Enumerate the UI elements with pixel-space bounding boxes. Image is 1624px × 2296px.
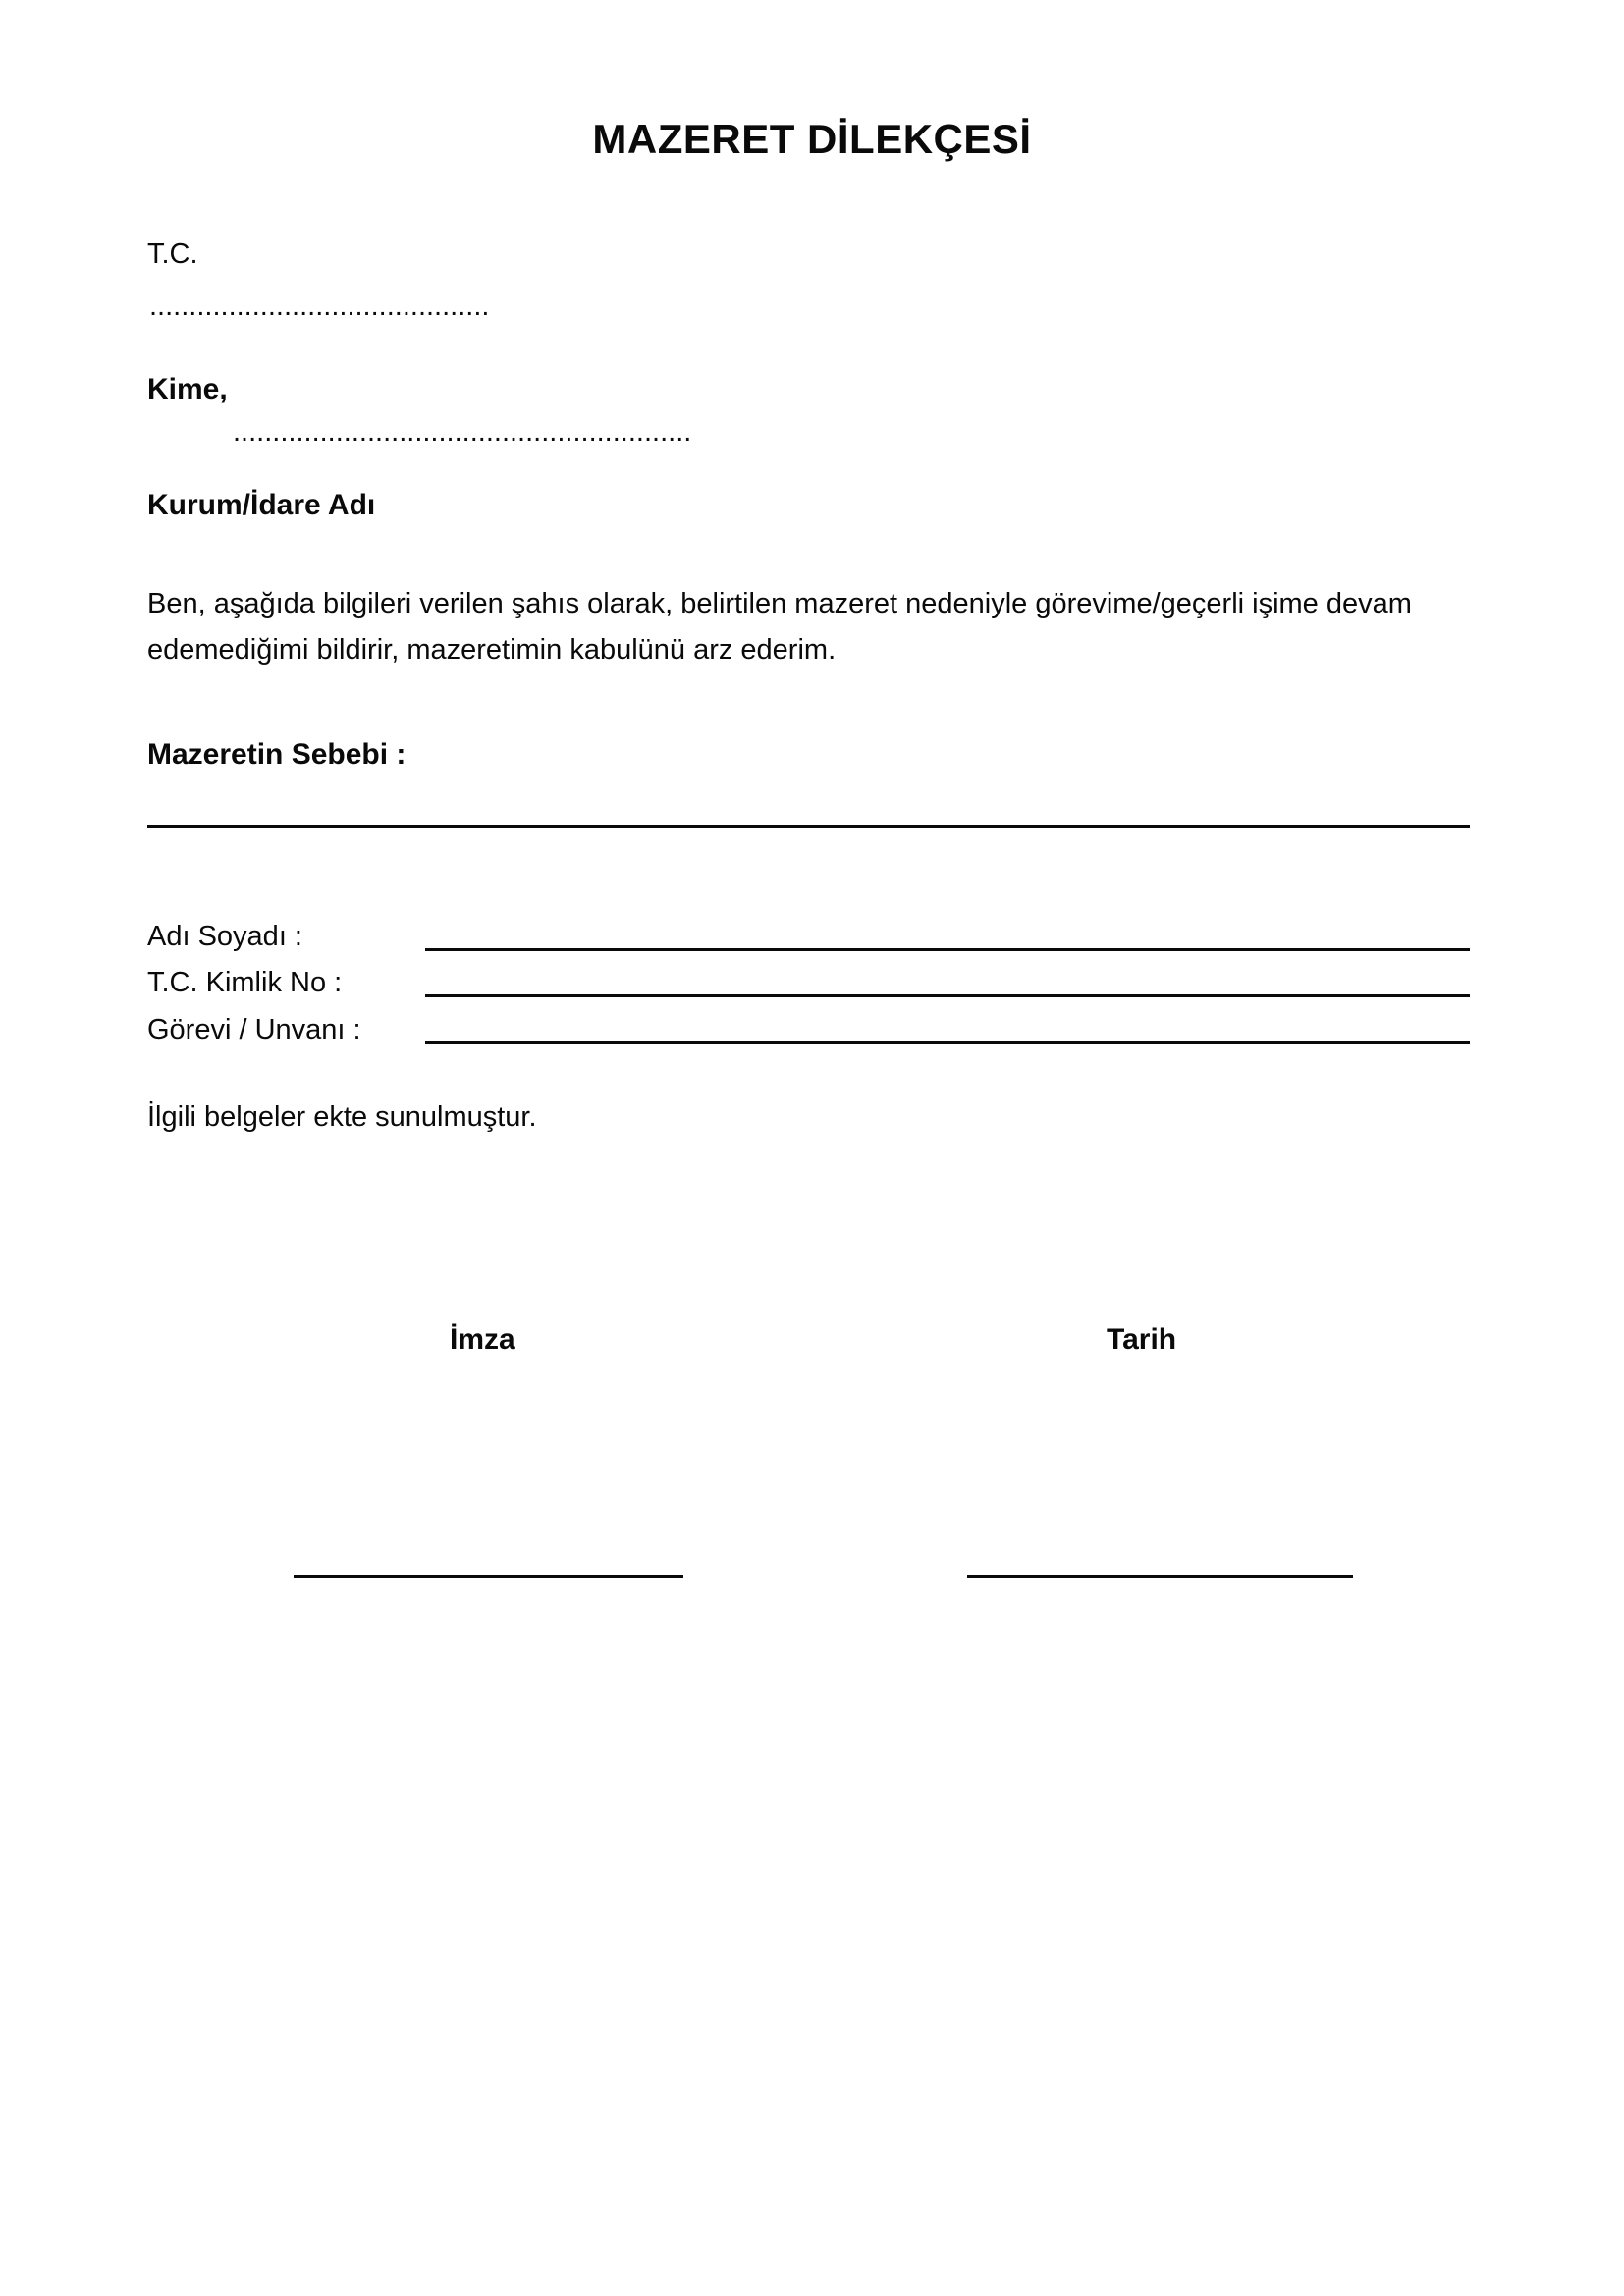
kime-label: Kime,	[147, 373, 228, 405]
tarih-label: Tarih	[1107, 1323, 1177, 1356]
gorevi-unvani-label: Görevi / Unvanı :	[147, 1014, 361, 1045]
tc-kimlik-no-fill-line	[425, 994, 1470, 997]
tc-dotted-fill-line: ...........................................	[149, 291, 490, 322]
kime-dotted-fill-line: ..........................................................	[233, 416, 692, 448]
gorevi-unvani-fill-line	[425, 1041, 1470, 1044]
body-paragraph: Ben, aşağıda bilgileri verilen şahıs olarak, belirtilen mazeret nedeniyle görevime/geçerli işime devam edemediğimi bildirir, mazeretimin kabulünü arz ederim.	[147, 588, 1412, 666]
tc-label: T.C.	[147, 239, 198, 270]
adi-soyadi-label: Adı Soyadı :	[147, 921, 302, 952]
mazeret-sebebi-label: Mazeretin Sebebi :	[147, 738, 406, 771]
tarih-signature-line	[967, 1575, 1353, 1578]
document-title: MAZERET DİLEKÇESİ	[592, 116, 1032, 162]
imza-signature-line	[294, 1575, 683, 1578]
attachment-note: İlgili belgeler ekte sunulmuştur.	[147, 1101, 537, 1133]
adi-soyadi-fill-line	[425, 948, 1470, 951]
tc-kimlik-no-label: T.C. Kimlik No :	[147, 967, 343, 998]
mazeret-sebebi-fill-line	[147, 825, 1470, 828]
imza-label: İmza	[450, 1323, 515, 1356]
kurum-idare-adi-label: Kurum/İdare Adı	[147, 489, 376, 521]
